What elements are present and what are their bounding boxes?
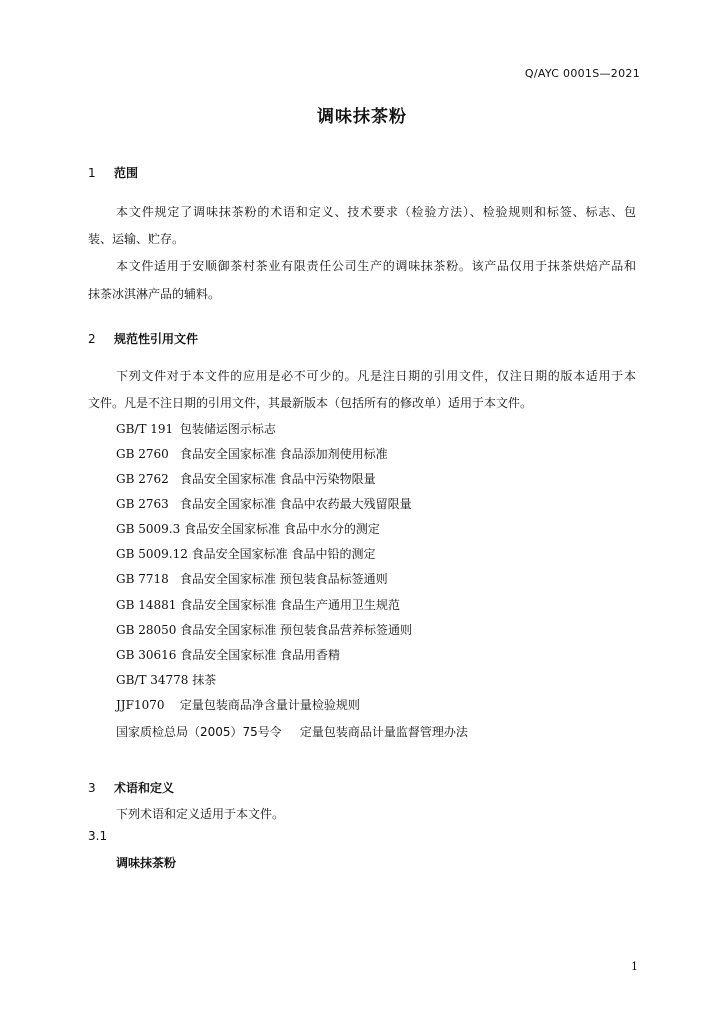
reference-item — [116, 596, 400, 613]
reference-title: 食品安全国家标准 食品用香精 — [180, 648, 341, 662]
reference-code: GB 28050 — [116, 623, 177, 637]
paragraph-line: 本文件规定了调味抹茶粉的术语和定义、技术要求（检验方法）、检验规则和标签、标志、包 — [116, 205, 636, 219]
paragraph-line: 本文件适用于安顺御茶村茶业有限责任公司生产的调味抹茶粉。该产品仅用于抹茶烘焙产品和 — [116, 259, 636, 273]
reference-code: GB 2763 — [116, 497, 169, 511]
reference-item — [116, 671, 216, 688]
section-number: 1 — [88, 166, 96, 180]
paragraph-line: 抹茶冰淇淋产品的辅料。 — [88, 287, 221, 301]
section-title: 范围 — [114, 166, 139, 180]
section-2-heading — [88, 330, 198, 347]
reference-code: GB 14881 — [116, 598, 177, 612]
paragraph-line: 文件。凡是不注日期的引用文件，其最新版本（包括所有的修改单）适用于本文件。 — [88, 396, 533, 410]
section-1-heading — [88, 164, 138, 181]
reference-title: 食品安全国家标准 预包装食品标签通则 — [179, 572, 388, 586]
reference-item — [116, 570, 388, 587]
reference-item — [116, 470, 376, 487]
reference-title: 定量包装商品净含量计量检验规则 — [179, 698, 360, 712]
reference-item — [116, 420, 276, 437]
reference-item — [116, 495, 412, 512]
reference-item — [116, 696, 360, 713]
reference-item — [116, 445, 388, 462]
reference-item — [116, 646, 340, 663]
reference-title: 食品安全国家标准 预包装食品营养标签通则 — [180, 623, 413, 637]
reference-title: 食品安全国家标准 食品中水分的测定 — [184, 522, 380, 536]
reference-code: GB 2762 — [116, 472, 169, 486]
section-number: 2 — [88, 332, 96, 346]
reference-item — [116, 621, 412, 638]
term-title: 调味抹茶粉 — [116, 856, 177, 870]
reference-code: GB 7718 — [116, 572, 169, 586]
reference-title: 定量包装商品计量监督管理办法 — [299, 725, 468, 739]
section-title: 术语和定义 — [114, 781, 175, 795]
reference-title: 食品安全国家标准 食品中铅的测定 — [191, 547, 376, 561]
section-3-heading — [88, 779, 174, 796]
paragraph-line: 装、运输、贮存。 — [88, 232, 185, 246]
reference-item — [116, 520, 380, 537]
reference-title: 抹茶 — [192, 673, 217, 687]
reference-title: 食品安全国家标准 食品中农药最大残留限量 — [179, 497, 412, 511]
page-number: 1 — [631, 960, 638, 973]
reference-title: 包装储运图示标志 — [179, 422, 276, 436]
document-code: Q/AYC 0001S—2021 — [524, 67, 640, 80]
reference-item — [116, 545, 376, 562]
reference-title: 食品安全国家标准 食品生产通用卫生规范 — [180, 598, 401, 612]
document-title: 调味抹茶粉 — [317, 107, 407, 127]
reference-code: GB 5009.12 — [116, 547, 188, 561]
paragraph-line: 下列文件对于本文件的应用是必不可少的。凡是注日期的引用文件，仅注日期的版本适用于本 — [116, 369, 636, 383]
reference-code: 国家质检总局（2005）75号令 — [116, 725, 282, 739]
reference-item — [116, 723, 468, 740]
section-number: 3 — [88, 781, 96, 795]
reference-title: 食品安全国家标准 食品添加剂使用标准 — [179, 447, 388, 461]
subsection-number: 3.1 — [88, 829, 108, 843]
reference-code: GB 30616 — [116, 648, 177, 662]
reference-code: JJF1070 — [116, 698, 165, 712]
paragraph-line: 下列术语和定义适用于本文件。 — [116, 807, 285, 821]
reference-code: GB/T 34778 — [116, 673, 189, 687]
reference-code: GB/T 191 — [116, 422, 174, 436]
reference-title: 食品安全国家标准 食品中污染物限量 — [179, 472, 376, 486]
reference-code: GB 2760 — [116, 447, 169, 461]
reference-code: GB 5009.3 — [116, 522, 181, 536]
section-title: 规范性引用文件 — [114, 332, 199, 346]
